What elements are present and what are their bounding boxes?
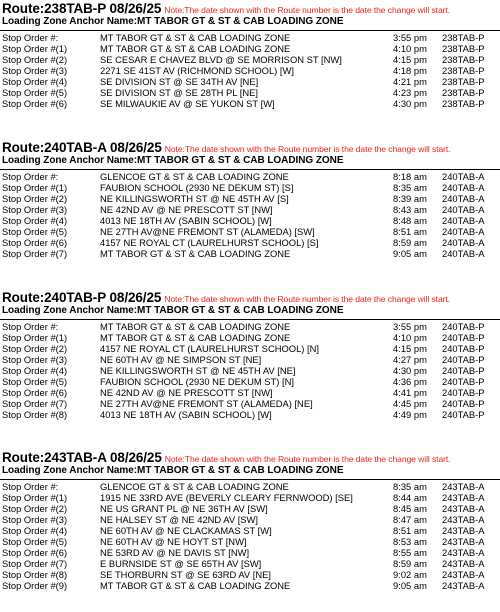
section-divider <box>0 30 500 31</box>
stop-row <box>0 321 500 332</box>
stop-order-label: Stop Order #(5) <box>2 87 68 98</box>
stop-location: NE US GRANT PL @ NE 36TH AV [SW] <box>100 503 268 514</box>
section-divider <box>0 319 500 320</box>
route-title: Route:238TAB-P 08/26/25 <box>2 1 162 16</box>
stop-row <box>0 536 500 547</box>
stop-order-label: Stop Order #: <box>2 32 59 43</box>
stop-time: 4:18 pm <box>393 65 427 76</box>
stop-location: SE CESAR E CHAVEZ BLVD @ SE MORRISON ST [NW] <box>100 54 342 65</box>
stop-order-label: Stop Order #(5) <box>2 226 68 237</box>
stop-row <box>0 226 500 237</box>
stop-row <box>0 248 500 259</box>
stop-order-label: Stop Order #: <box>2 321 59 332</box>
stop-row <box>0 481 500 492</box>
stop-location: 4013 NE 18TH AV (SABIN SCHOOL) [W] <box>100 215 272 226</box>
stop-route-id: 243TAB-A <box>442 514 485 525</box>
stop-location: NE KILLINGSWORTH ST @ NE 45TH AV [S] <box>100 193 289 204</box>
stop-location: NE 60TH AV @ NE SIMPSON ST [NE] <box>100 354 262 365</box>
stop-route-id: 238TAB-P <box>442 98 485 109</box>
stop-location: GLENCOE GT & ST & CAB LOADING ZONE <box>100 171 289 182</box>
stop-location: NE 60TH AV @ NE CLACKAMAS ST [W] <box>100 525 272 536</box>
stop-route-id: 240TAB-P <box>442 365 485 376</box>
stop-route-id: 240TAB-A <box>442 182 485 193</box>
stop-row <box>0 409 500 420</box>
stop-time: 9:05 am <box>393 248 427 259</box>
stop-route-id: 238TAB-P <box>442 76 485 87</box>
stop-route-id: 238TAB-P <box>442 32 485 43</box>
stop-location: FAUBION SCHOOL (2930 NE DEKUM ST) [N] <box>100 376 294 387</box>
stop-time: 8:48 am <box>393 215 427 226</box>
route-header <box>2 289 450 305</box>
stop-row <box>0 98 500 109</box>
route-title: Route:240TAB-A 08/26/25 <box>2 140 162 155</box>
stop-route-id: 240TAB-A <box>442 193 485 204</box>
stop-location: E BURNSIDE ST @ SE 65TH AV [SW] <box>100 558 262 569</box>
stop-row <box>0 580 500 591</box>
stop-location: MT TABOR GT & ST & CAB LOADING ZONE <box>100 32 291 43</box>
stop-time: 8:35 am <box>393 481 427 492</box>
stop-time: 4:30 pm <box>393 98 427 109</box>
stop-order-label: Stop Order #(2) <box>2 503 68 514</box>
stop-route-id: 240TAB-A <box>442 204 485 215</box>
stop-location: NE 42ND AV @ NE PRESCOTT ST [NW] <box>100 204 273 215</box>
stop-time: 8:18 am <box>393 171 427 182</box>
stop-route-id: 240TAB-A <box>442 248 485 259</box>
stop-order-label: Stop Order #: <box>2 481 59 492</box>
stop-order-label: Stop Order #(4) <box>2 76 68 87</box>
stop-row <box>0 569 500 580</box>
stop-time: 9:02 am <box>393 569 427 580</box>
stop-time: 8:59 am <box>393 558 427 569</box>
stop-time: 3:55 pm <box>393 32 427 43</box>
stop-row <box>0 547 500 558</box>
section-divider <box>0 169 500 170</box>
stop-location: SE THORBURN ST @ SE 63RD AV [NE] <box>100 569 272 580</box>
stop-route-id: 243TAB-A <box>442 525 485 536</box>
stop-route-id: 243TAB-A <box>442 547 485 558</box>
stop-route-id: 240TAB-P <box>442 387 485 398</box>
stop-time: 8:39 am <box>393 193 427 204</box>
stop-route-id: 240TAB-A <box>442 237 485 248</box>
stop-order-label: Stop Order #(2) <box>2 54 68 65</box>
stop-row <box>0 204 500 215</box>
stop-order-label: Stop Order #(4) <box>2 365 68 376</box>
stop-time: 4:10 pm <box>393 43 427 54</box>
stop-time: 8:47 am <box>393 514 427 525</box>
stop-time: 8:44 am <box>393 492 427 503</box>
stop-row <box>0 376 500 387</box>
stop-location: NE 27TH AV@NE FREMONT ST (ALAMEDA) [SW] <box>100 226 315 237</box>
stop-row <box>0 492 500 503</box>
stop-time: 4:36 pm <box>393 376 427 387</box>
stop-row <box>0 343 500 354</box>
stop-order-label: Stop Order #(6) <box>2 387 68 398</box>
stop-time: 4:15 pm <box>393 54 427 65</box>
route-header <box>2 449 450 465</box>
stop-time: 4:15 pm <box>393 343 427 354</box>
stop-route-id: 240TAB-A <box>442 215 485 226</box>
stop-location: MT TABOR GT & ST & CAB LOADING ZONE <box>100 332 291 343</box>
stop-route-id: 243TAB-A <box>442 580 485 591</box>
stop-row <box>0 514 500 525</box>
stop-order-label: Stop Order #(2) <box>2 193 68 204</box>
stop-order-label: Stop Order #(6) <box>2 98 68 109</box>
stop-order-label: Stop Order #(2) <box>2 343 68 354</box>
loading-zone-anchor: Loading Zone Anchor Name:MT TABOR GT & ST & CAB LOADING ZONE <box>2 16 344 27</box>
stop-time: 4:45 pm <box>393 398 427 409</box>
stop-route-id: 243TAB-A <box>442 481 485 492</box>
stop-time: 4:21 pm <box>393 76 427 87</box>
stop-location: 4157 NE ROYAL CT (LAURELHURST SCHOOL) [S] <box>100 237 319 248</box>
stop-order-label: Stop Order #(9) <box>2 580 68 591</box>
stop-location: GLENCOE GT & ST & CAB LOADING ZONE <box>100 481 289 492</box>
stop-route-id: 243TAB-A <box>442 492 485 503</box>
stop-order-label: Stop Order #(1) <box>2 43 68 54</box>
stop-time: 8:59 am <box>393 237 427 248</box>
stop-location: NE 27TH AV@NE FREMONT ST (ALAMEDA) [NE] <box>100 398 313 409</box>
stop-order-label: Stop Order #(1) <box>2 182 68 193</box>
stop-location: MT TABOR GT & ST & CAB LOADING ZONE <box>100 43 291 54</box>
loading-zone-anchor: Loading Zone Anchor Name:MT TABOR GT & ST & CAB LOADING ZONE <box>2 305 344 316</box>
stop-order-label: Stop Order #(3) <box>2 204 68 215</box>
stop-row <box>0 65 500 76</box>
stop-time: 4:27 pm <box>393 354 427 365</box>
stop-order-label: Stop Order #(7) <box>2 558 68 569</box>
stop-location: NE HALSEY ST @ NE 42ND AV [SW] <box>100 514 259 525</box>
stop-row <box>0 558 500 569</box>
stop-route-id: 238TAB-P <box>442 43 485 54</box>
stop-location: 4013 NE 18TH AV (SABIN SCHOOL) [W] <box>100 409 272 420</box>
stop-location: FAUBION SCHOOL (2930 NE DEKUM ST) [S] <box>100 182 294 193</box>
stop-order-label: Stop Order #: <box>2 171 59 182</box>
stop-route-id: 243TAB-A <box>442 569 485 580</box>
stop-route-id: 240TAB-P <box>442 354 485 365</box>
route-change-note: Note:The date shown with the Route number is the date the change will start. <box>164 144 451 154</box>
stop-row <box>0 215 500 226</box>
route-change-note: Note:The date shown with the Route number is the date the change will start. <box>164 5 450 15</box>
stop-time: 8:51 am <box>393 525 427 536</box>
stop-order-label: Stop Order #(1) <box>2 332 68 343</box>
section-divider <box>0 479 500 480</box>
stop-route-id: 240TAB-P <box>442 332 485 343</box>
stop-route-id: 243TAB-A <box>442 558 485 569</box>
loading-zone-anchor: Loading Zone Anchor Name:MT TABOR GT & ST & CAB LOADING ZONE <box>2 465 344 476</box>
stop-row <box>0 525 500 536</box>
stop-order-label: Stop Order #(7) <box>2 398 68 409</box>
stop-location: MT TABOR GT & ST & CAB LOADING ZONE <box>100 321 291 332</box>
stop-time: 4:10 pm <box>393 332 427 343</box>
stop-row <box>0 365 500 376</box>
stop-route-id: 240TAB-A <box>442 226 485 237</box>
stop-location: SE DIVISION ST @ SE 34TH AV [NE] <box>100 76 259 87</box>
stop-order-label: Stop Order #(4) <box>2 525 68 536</box>
stop-time: 9:05 am <box>393 580 427 591</box>
stop-time: 4:49 pm <box>393 409 427 420</box>
stop-route-id: 238TAB-P <box>442 54 485 65</box>
stop-order-label: Stop Order #(3) <box>2 354 68 365</box>
stop-order-label: Stop Order #(7) <box>2 248 68 259</box>
stop-row <box>0 54 500 65</box>
stop-time: 4:23 pm <box>393 87 427 98</box>
stop-row <box>0 193 500 204</box>
stop-time: 4:41 pm <box>393 387 427 398</box>
stop-route-id: 240TAB-P <box>442 409 485 420</box>
stop-time: 4:30 pm <box>393 365 427 376</box>
stop-row <box>0 43 500 54</box>
stop-time: 8:53 am <box>393 536 427 547</box>
stop-location: NE KILLINGSWORTH ST @ NE 45TH AV [NE] <box>100 365 296 376</box>
loading-zone-anchor: Loading Zone Anchor Name:MT TABOR GT & ST & CAB LOADING ZONE <box>2 155 344 166</box>
stop-order-label: Stop Order #(8) <box>2 409 68 420</box>
stop-location: NE 53RD AV @ NE DAVIS ST [NW] <box>100 547 250 558</box>
stop-route-id: 240TAB-P <box>442 376 485 387</box>
stop-route-id: 238TAB-P <box>442 65 485 76</box>
stop-time: 3:55 pm <box>393 321 427 332</box>
stop-row <box>0 332 500 343</box>
stop-row <box>0 387 500 398</box>
stop-order-label: Stop Order #(3) <box>2 65 68 76</box>
route-change-note: Note:The date shown with the Route number is the date the change will start. <box>164 454 451 464</box>
stop-time: 8:35 am <box>393 182 427 193</box>
stop-time: 8:45 am <box>393 503 427 514</box>
stop-time: 8:43 am <box>393 204 427 215</box>
stop-row <box>0 354 500 365</box>
stop-time: 8:55 am <box>393 547 427 558</box>
stop-location: 1915 NE 33RD AVE (BEVERLY CLEARY FERNWOOD) [SE] <box>100 492 353 503</box>
stop-route-id: 240TAB-A <box>442 171 485 182</box>
stop-row <box>0 503 500 514</box>
stop-row <box>0 171 500 182</box>
route-title: Route:243TAB-A 08/26/25 <box>2 450 162 465</box>
stop-order-label: Stop Order #(1) <box>2 492 68 503</box>
stop-location: MT TABOR GT & ST & CAB LOADING ZONE <box>100 580 291 591</box>
stop-location: 4157 NE ROYAL CT (LAURELHURST SCHOOL) [N] <box>100 343 319 354</box>
stop-order-label: Stop Order #(8) <box>2 569 68 580</box>
stop-route-id: 243TAB-A <box>442 536 485 547</box>
stop-route-id: 240TAB-P <box>442 321 485 332</box>
stop-location: SE DIVISION ST @ SE 28TH PL [NE] <box>100 87 259 98</box>
route-header <box>2 139 450 155</box>
stop-route-id: 238TAB-P <box>442 87 485 98</box>
stop-route-id: 240TAB-P <box>442 343 485 354</box>
stop-order-label: Stop Order #(4) <box>2 215 68 226</box>
stop-row <box>0 182 500 193</box>
stop-row <box>0 32 500 43</box>
stop-location: SE MILWAUKIE AV @ SE YUKON ST [W] <box>100 98 275 109</box>
stop-route-id: 240TAB-P <box>442 398 485 409</box>
stop-location: 2271 SE 41ST AV (RICHMOND SCHOOL) [W] <box>100 65 294 76</box>
stop-location: MT TABOR GT & ST & CAB LOADING ZONE <box>100 248 291 259</box>
stop-location: NE 42ND AV @ NE PRESCOTT ST [NW] <box>100 387 273 398</box>
route-change-note: Note:The date shown with the Route number is the date the change will start. <box>164 294 450 304</box>
stop-order-label: Stop Order #(6) <box>2 237 68 248</box>
stop-order-label: Stop Order #(5) <box>2 376 68 387</box>
stop-order-label: Stop Order #(5) <box>2 536 68 547</box>
stop-row <box>0 398 500 409</box>
stop-route-id: 243TAB-A <box>442 503 485 514</box>
stop-time: 8:51 am <box>393 226 427 237</box>
stop-order-label: Stop Order #(6) <box>2 547 68 558</box>
stop-row <box>0 76 500 87</box>
route-title: Route:240TAB-P 08/26/25 <box>2 290 162 305</box>
stop-row <box>0 87 500 98</box>
stop-row <box>0 237 500 248</box>
stop-order-label: Stop Order #(3) <box>2 514 68 525</box>
stop-location: NE 60TH AV @ NE HOYT ST [NW] <box>100 536 247 547</box>
route-header <box>2 0 450 16</box>
